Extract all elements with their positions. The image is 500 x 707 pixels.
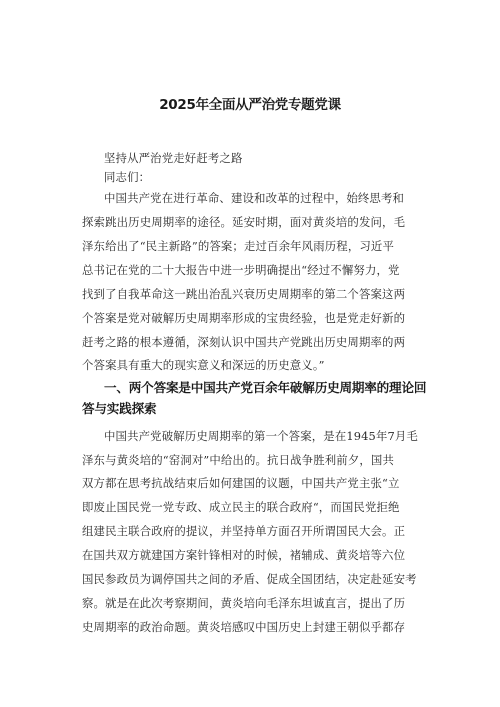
heading-line: 一、两个答案是中国共产党百余年破解历史周期率的理论回: [104, 380, 427, 395]
paragraph-line: 在国共双方就建国方案针锋相对的时候，褚辅成、黄炎培等六位: [82, 548, 406, 562]
paragraph-line: 赶考之路的根本遵循，深刻认识中国共产党跳出历史周期率的两: [82, 335, 406, 349]
paragraph-line: 双方都在思考抗战结束后如何建国的议题，中国共产党主张“立: [82, 476, 400, 490]
paragraph-line: 探索跳出历史周期率的途径。延安时期，面对黄炎培的发问，毛: [82, 215, 406, 229]
greeting: 同志们：: [104, 170, 151, 184]
paragraph-line: 中国共产党在进行革命、建设和改革的过程中，始终思考和: [104, 191, 405, 205]
paragraph-line: 察。就是在此次考察期间，黄炎培向毛泽东坦诚直言，提出了历: [82, 596, 406, 610]
paragraph-line: 中国共产党破解历史周期率的第一个答案，是在1945年7月毛: [104, 429, 418, 443]
paragraph-line: 个答案是党对破解历史周期率形成的宝贵经验，也是党走好新的: [82, 311, 406, 325]
paragraph-line: 组建民主联合政府的提议，并坚持单方面召开所谓国民大会。正: [82, 524, 406, 538]
paragraph-line: 即废止国民党一党专政、成立民主的联合政府“，而国民党拒绝: [82, 500, 400, 514]
paragraph-line: 找到了自我革命这一跳出治乱兴衰历史周期率的第二个答案这两: [82, 287, 406, 301]
paragraph-line: 个答案具有重大的现实意义和深远的历史意义。”: [82, 358, 325, 372]
paragraph-line: 国民参政员为调停国共之间的矛盾、促成全国团结，决定赴延安考: [82, 572, 417, 586]
paragraph-line: 史周期率的政治命题。黄炎培感叹中国历史上封建王朝似乎都存: [82, 620, 406, 634]
paragraph-line: 泽东与黄炎培的“窑洞对”中给出的。抗日战争胜利前夕，国共: [82, 453, 395, 467]
document-subtitle: 坚持从严治党走好赶考之路: [104, 151, 243, 165]
document-title: 2025年全面从严治党专题党课: [159, 97, 341, 113]
paragraph-line: 总书记在党的二十大报告中进一步明确提出“经过不懈努力，党: [82, 263, 400, 277]
paragraph-line: 泽东给出了“民主新路”的答案；走过百余年风雨历程，习近平: [82, 239, 395, 253]
heading-line: 答与实践探索: [82, 401, 157, 416]
